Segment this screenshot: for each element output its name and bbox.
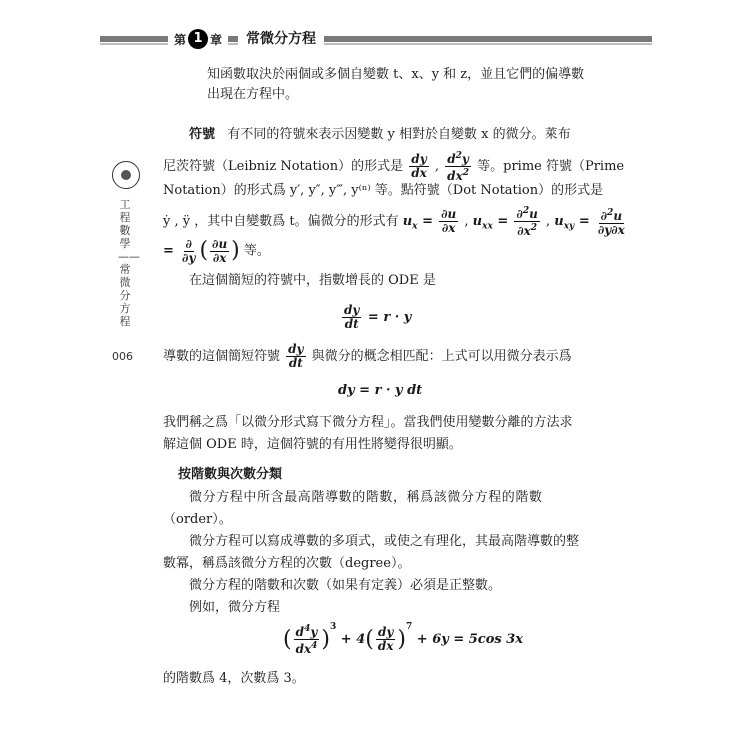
fraction-du-dx: $\frac{\partial u}{\partial x}$ xyxy=(212,236,228,265)
fraction-dy-dx: $\frac{dy}{dx}$ xyxy=(377,625,394,653)
fraction-dy-dt: $\frac{dy}{dt}$ xyxy=(344,303,360,331)
book-emblem-icon xyxy=(112,161,140,189)
paren: ( xyxy=(365,627,374,652)
chapter-prefix: 第 xyxy=(174,32,187,47)
notation-paragraph-line: ẏ , ÿ ，其中自變數爲 t。偏微分的形式有 $u_x$ = $\frac{\partial u}{\partial x}$ , $u_{xx}$ = $\frac{\partial^2u}{\partial x^2}$ , $u_{xy}$ = $\frac{\partial^2u}{\partial y\partial x}$ xyxy=(163,206,625,238)
math-inline: $u_x$ = xyxy=(402,214,433,232)
equation-rhs: = r · y xyxy=(367,310,412,325)
notation-paragraph-line xyxy=(163,236,270,267)
paragraph-text: 知函數取決於兩個或多個自變數 t、x、y 和 z，並且它們的偏導數 xyxy=(207,67,585,82)
equation-differential-form: dy = r · y dt xyxy=(338,383,423,398)
paragraph-text: 出現在方程中。 xyxy=(207,87,299,102)
paragraph-text: 解這個 ODE 時，這個符號的有用性將變得很明顯。 xyxy=(163,437,462,452)
fraction-d2y-dx2: $\frac{d^2y}{dx^2}$ xyxy=(447,151,469,183)
paragraph-text: 微分方程的階數和次數（如果有定義）必須是正整數。 xyxy=(189,578,502,593)
math-inline: $u_{xy}$ = xyxy=(554,214,590,232)
notation-paragraph-line: 尼茨符號（Leibniz Notation）的形式是 $\frac{dy}{dx}$ , $\frac{d^2y}{dx^2}$ 等。prime 符號（Prime xyxy=(163,151,625,183)
fraction-dy-dx: $\frac{dy}{dx}$ xyxy=(411,152,427,180)
paren: ( xyxy=(283,627,292,652)
paragraph-text: 等。 xyxy=(243,243,270,259)
paren: ) xyxy=(397,627,406,652)
paren: ( xyxy=(199,238,209,263)
paragraph-text: 微分方程中所含最高階導數的階數，稱爲該微分方程的階數 xyxy=(189,490,543,505)
paragraph-text: 微分方程可以寫成導數的多項式，或使之有理化，其最高階導數的整 xyxy=(189,534,580,549)
fraction-du-dx: $\frac{\partial u}{\partial x}$ xyxy=(441,207,457,235)
equation-exponential-growth xyxy=(340,304,411,331)
math-inline: $u_{xx}$ = xyxy=(472,214,509,232)
notation-heading: 符號 xyxy=(189,127,216,142)
equation-order-degree-example: ( $\frac{d^4y}{dx^4}$ )$^3$ + 4( $\frac{dy}{dx}$ )$^7$ + 6y = 5cos 3x xyxy=(283,622,524,656)
paragraph-text: 我們稱之爲「以微分形式寫下微分方程」。當我們使用變數分離的方法求 xyxy=(163,415,573,430)
chapter-suffix: 章 xyxy=(210,32,223,47)
fraction-dy-dt: $\frac{dy}{dt}$ xyxy=(288,342,304,370)
paragraph-text: （order）。 xyxy=(163,512,232,527)
paren: ) xyxy=(321,627,330,652)
paragraph-text: 等。prime 符號（Prime xyxy=(477,159,625,174)
paragraph-text: Notation）的形式爲 y′, y″, y‴, y⁽ⁿ⁾ 等。點符號（Dot Notation）的形式是 xyxy=(163,183,604,198)
paragraph-text: 尼茨符號（Leibniz Notation）的形式是 xyxy=(163,159,404,174)
equation-rhs: + 6y = 5cos 3x xyxy=(416,632,524,647)
fraction-d4y-dx4: $\frac{d^4y}{dx^4}$ xyxy=(295,624,318,656)
paragraph-text: 在這個簡短的符號中，指數增長的 ODE 是 xyxy=(189,273,436,288)
paragraph-text: 有不同的符號來表示因變數 y 相對於自變數 x 的微分。萊布 xyxy=(227,127,571,142)
paragraph-text: 與微分的概念相匹配：上式可以用微分表示爲 xyxy=(311,349,572,364)
paragraph-text: ẏ , ÿ ，其中自變數爲 t。偏微分的形式有 xyxy=(163,214,399,229)
fraction-d-dy: $\frac{\partial}{\partial y}$ xyxy=(182,236,196,265)
paragraph-text: 的階數爲 4，次數爲 3。 xyxy=(163,671,305,686)
notation-paragraph-line xyxy=(189,126,571,144)
fraction-d2u-dx2: $\frac{\partial^2u}{\partial x^2}$ xyxy=(516,206,538,238)
section-heading: 按階數與次數分類 xyxy=(178,467,283,482)
paragraph-text: 數冪，稱爲該微分方程的次數（degree）。 xyxy=(163,556,411,571)
paragraph-text: 例如，微分方程 xyxy=(189,600,281,615)
paragraph-text: 導數的這個簡短符號 xyxy=(163,349,281,364)
chapter-label xyxy=(168,29,228,49)
chapter-title: 常微分方程 xyxy=(238,28,324,48)
math-inline: = xyxy=(163,243,174,259)
chapter-number-badge: 1 xyxy=(188,29,208,49)
page-number: 006 xyxy=(112,350,133,363)
paren: ) xyxy=(231,238,240,263)
paragraph-line xyxy=(163,342,572,372)
fraction-d2u-dydx: $\frac{\partial^2u}{\partial y\partial x}$ xyxy=(597,207,625,237)
book-title-vertical: 工程數學——常微分方程 xyxy=(118,198,140,328)
